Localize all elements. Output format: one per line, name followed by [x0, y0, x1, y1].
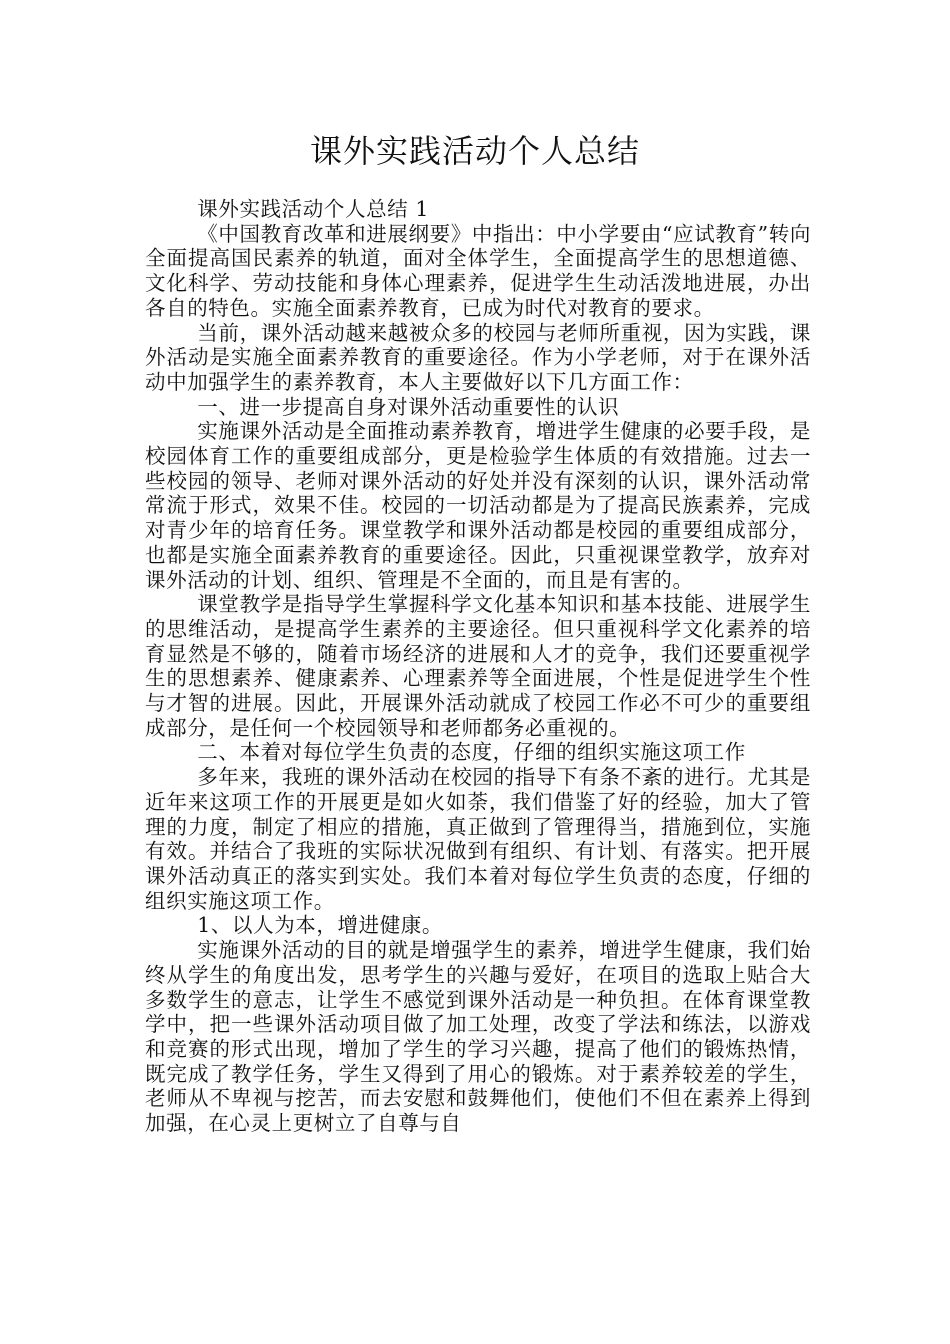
body-paragraph: 实施课外活动的目的就是增强学生的素养，增进学生健康，我们始终从学生的角度出发，思考学生的兴趣与爱好，在项目的选取上贴合大多数学生的意志，让学生不感觉到课外活动是一种负担。在体育课堂教学中，把一些课外活动项目做了加工处理，改变了学法和练法，以游戏和竞赛的形式出现，增加了学生的学习兴趣，提高了他们的锻炼热情，既完成了教学任务，学生又得到了用心的锻炼。对于素养较差的学生，老师从不卑视与挖苦，而去安慰和鼓舞他们，使他们不但在素养上得到加强，在心灵上更树立了自尊与自: [145, 938, 811, 1136]
document-title: 课外实践活动个人总结: [309, 132, 640, 170]
body-paragraph: 多年来，我班的课外活动在校园的指导下有条不紊的进行。尤其是近年来这项工作的开展更是如火如荼，我们借鉴了好的经验，加大了管理的力度，制定了相应的措施，真正做到了管理得当，措施到位，实施有效。并结合了我班的实际状况做到有组织、有计划、有落实。把开展课外活动真正的落实到实处。我们本着对每位学生负责的态度，仔细的组织实施这项工作。: [145, 765, 811, 913]
body-paragraph: 当前，课外活动越来越被众多的校园与老师所重视，因为实践，课外活动是实施全面素养教育的重要途径。作为小学老师，对于在课外活动中加强学生的素养教育，本人主要做好以下几方面工作：: [145, 320, 811, 394]
section-heading: 二、本着对每位学生负责的态度，仔细的组织实施这项工作: [197, 740, 746, 765]
body-paragraph: 《中国教育改革和进展纲要》中指出：中小学要由“应试教育”转向全面提高国民素养的轨道，面对全体学生，全面提高学生的思想道德、文化科学、劳动技能和身体心理素养，促进学生生动活泼地进展，办出各自的特色。实施全面素养教育，已成为时代对教育的要求。: [145, 221, 811, 320]
body-paragraph: 实施课外活动是全面推动素养教育，增进学生健康的必要手段，是校园体育工作的重要组成部分，更是检验学生体质的有效措施。过去一些校园的领导、老师对课外活动的好处并没有深刻的认识，课外活动常常流于形式，效果不佳。校园的一切活动都是为了提高民族素养，完成对青少年的培育任务。课堂教学和课外活动都是校园的重要组成部分，也都是实施全面素养教育的重要途径。因此，只重视课堂教学，放弃对课外活动的计划、组织、管理是不全面的，而且是有害的。: [145, 419, 811, 592]
section-heading: 一、进一步提高自身对课外活动重要性的认识: [197, 394, 620, 419]
subsection-heading: 1、以人为本，增进健康。: [197, 913, 444, 938]
document-body: [145, 197, 811, 1136]
subtitle-paragraph: 课外实践活动个人总结 1: [197, 197, 430, 221]
body-paragraph: 课堂教学是指导学生掌握科学文化基本知识和基本技能、进展学生的思维活动，是提高学生素养的主要途径。但只重视科学文化素养的培育显然是不够的，随着市场经济的进展和人才的竞争，我们还要重视学生的思想素养、健康素养、心理素养等全面进展，个性是促进学生个性与才智的进展。因此，开展课外活动就成了校园工作必不可少的重要组成部分，是任何一个校园领导和老师都务必重视的。: [145, 592, 811, 740]
